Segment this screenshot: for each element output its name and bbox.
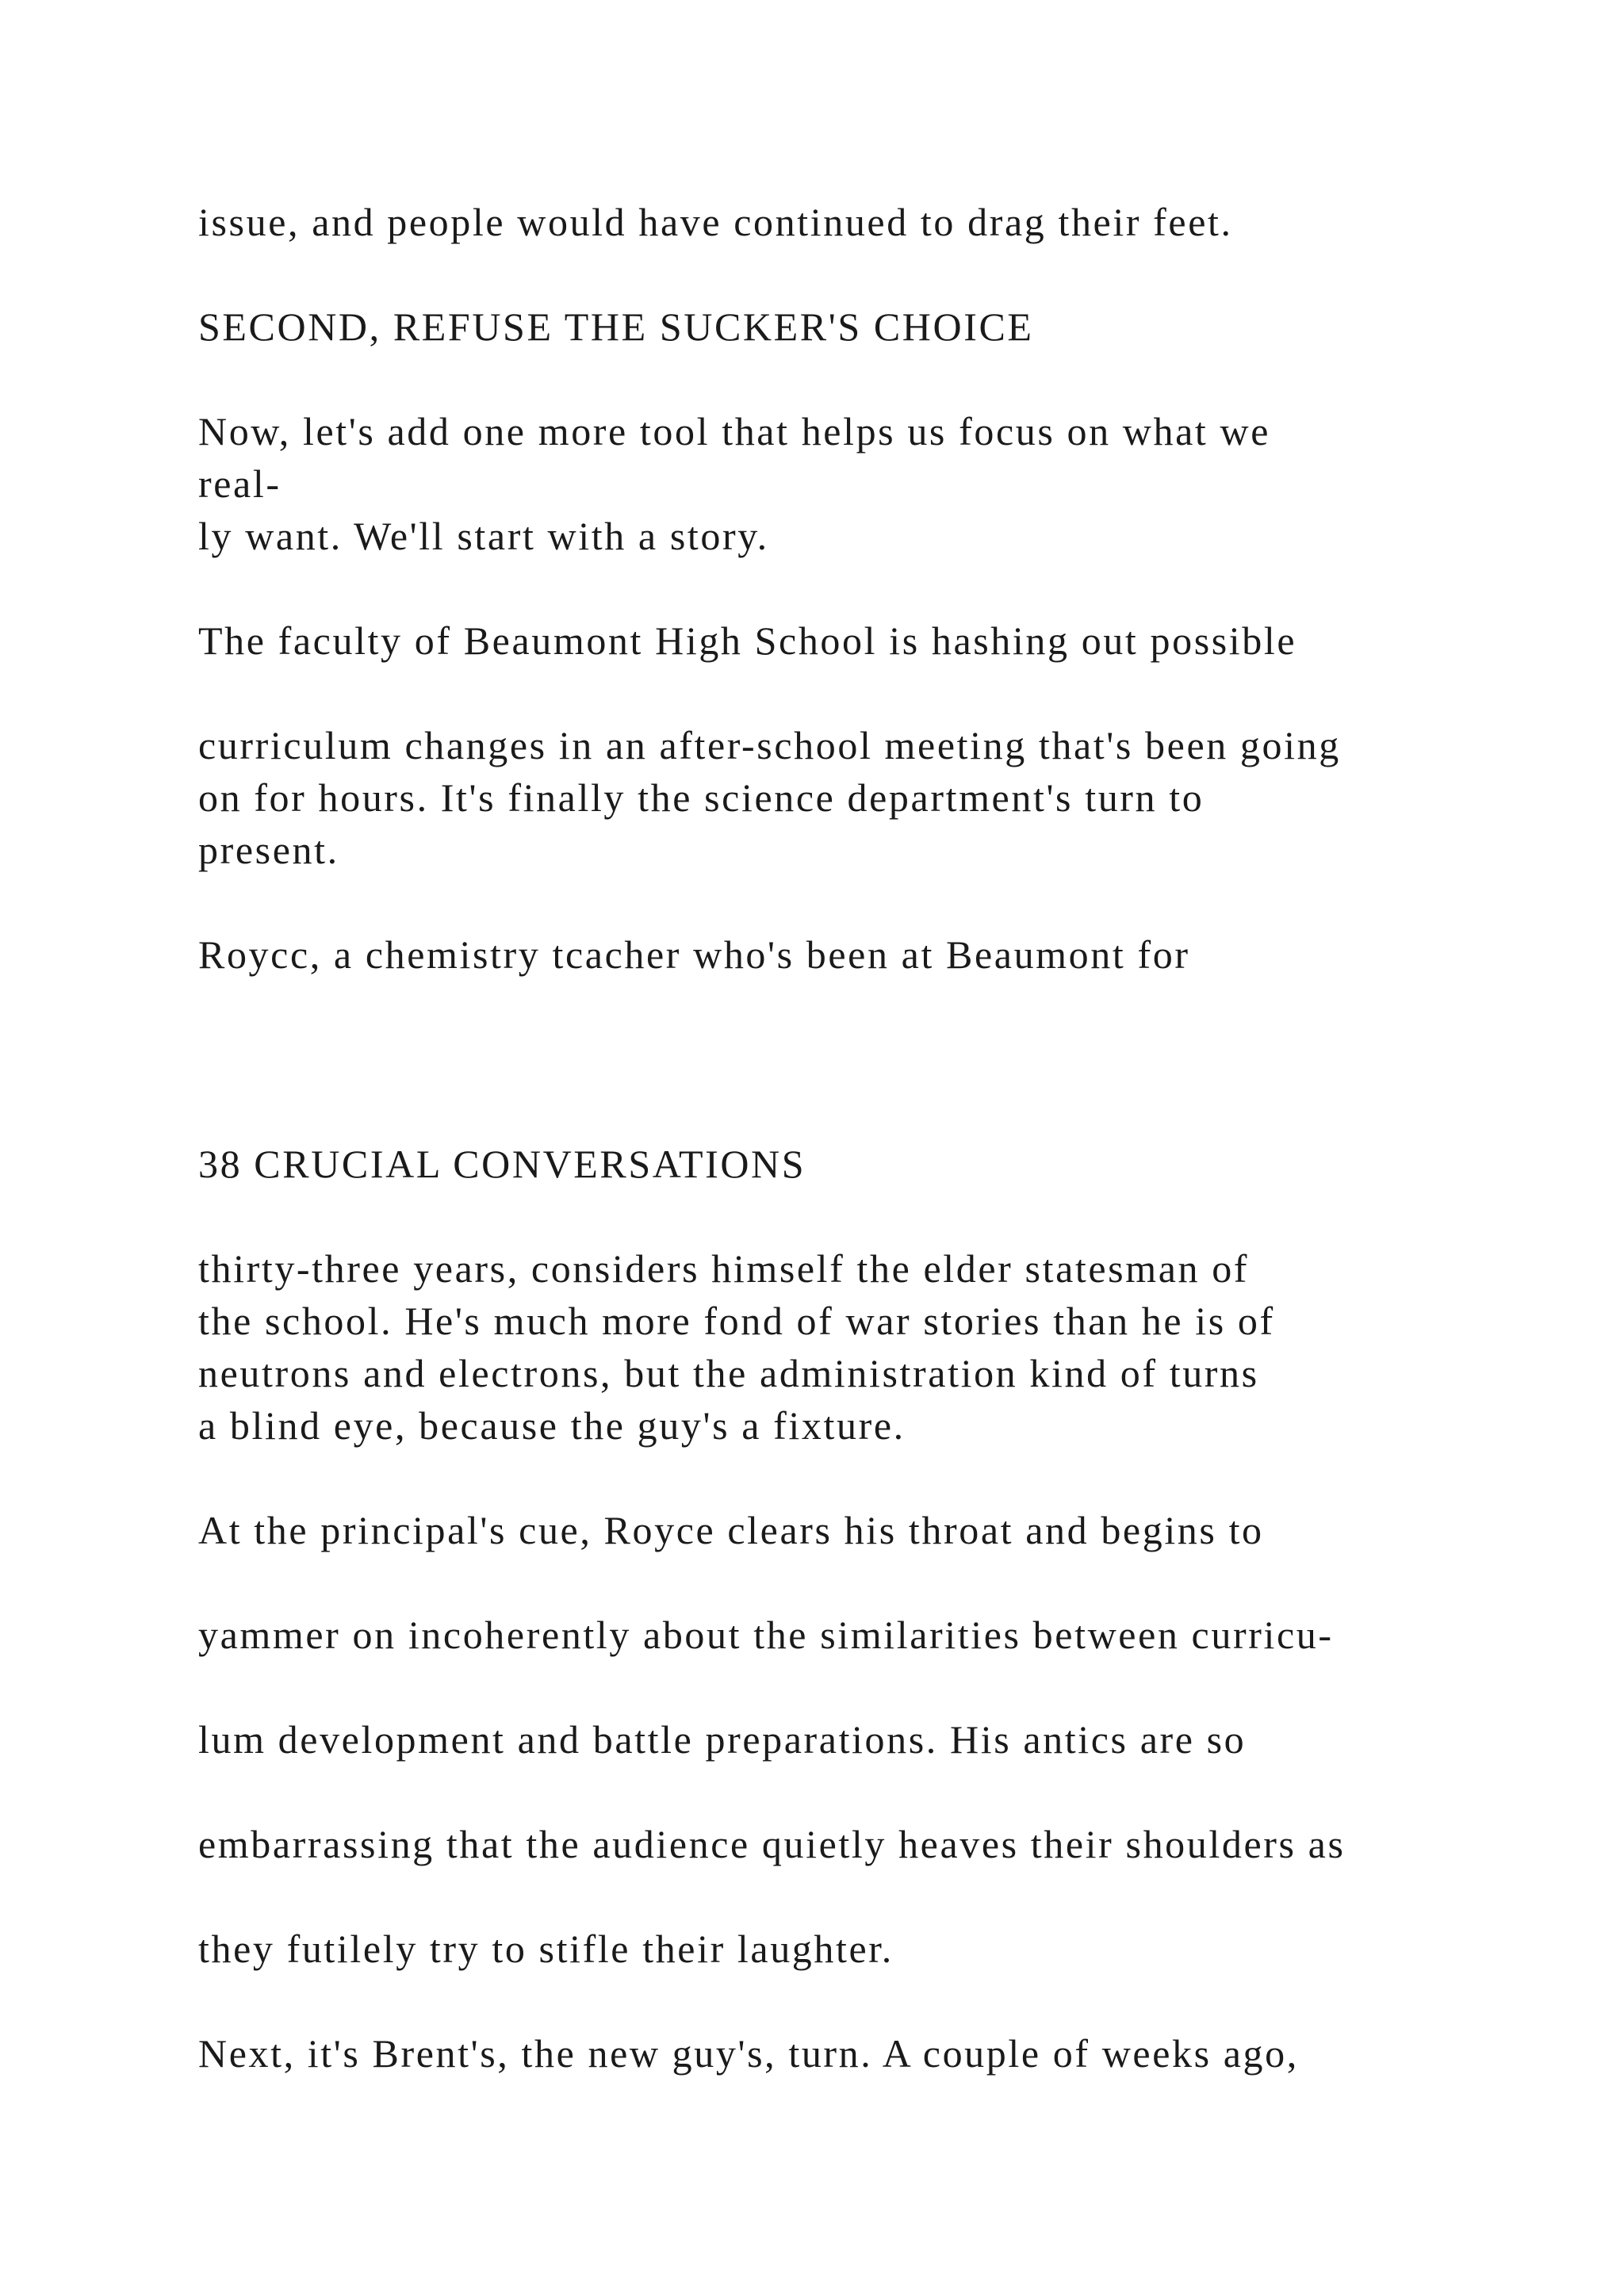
text-line: a blind eye, because the guy's a fixture. [198,1403,906,1448]
text-line: embarrassing that the audience quietly heaves their shoulders as [198,1822,1346,1866]
text-line: neutrons and electrons, but the administration kind of turns [198,1351,1259,1395]
text-line: Roycc, a chemistry tcacher who's been at Beaumont for [198,932,1190,977]
text-line: At the principal's cue, Royce clears his throat and begins to [198,1508,1264,1552]
running-header: 38 CRUCIAL CONVERSATIONS [198,1142,806,1186]
text-line: Next, it's Brent's, the new guy's, turn. A couple of weeks ago, [198,2031,1299,2076]
text-line: curriculum changes in an after-school meeting that's been going [198,723,1341,767]
text-line: they futilely try to stifle their laughter. [198,1927,894,1971]
text-line: thirty-three years, considers himself the elder statesman of [198,1246,1250,1291]
text-line: present. [198,828,339,872]
text-line: ly want. We'll start with a story. [198,514,769,558]
section-heading: SECOND, REFUSE THE SUCKER'S CHOICE [198,304,1034,349]
text-line: yammer on incoherently about the similarities between curricu- [198,1613,1334,1657]
text-line: the school. He's much more fond of war stories than he is of [198,1299,1275,1343]
text-line: Now, let's add one more tool that helps us focus on what we [198,409,1270,453]
text-line: lum development and battle preparations. His antics are so [198,1717,1247,1762]
text-line: issue, and people would have continued to drag their feet. [198,200,1233,244]
text-line: real- [198,461,282,506]
text-line: The faculty of Beaumont High School is hashing out possible [198,618,1297,663]
text-line: on for hours. It's finally the science department's turn to [198,775,1205,820]
